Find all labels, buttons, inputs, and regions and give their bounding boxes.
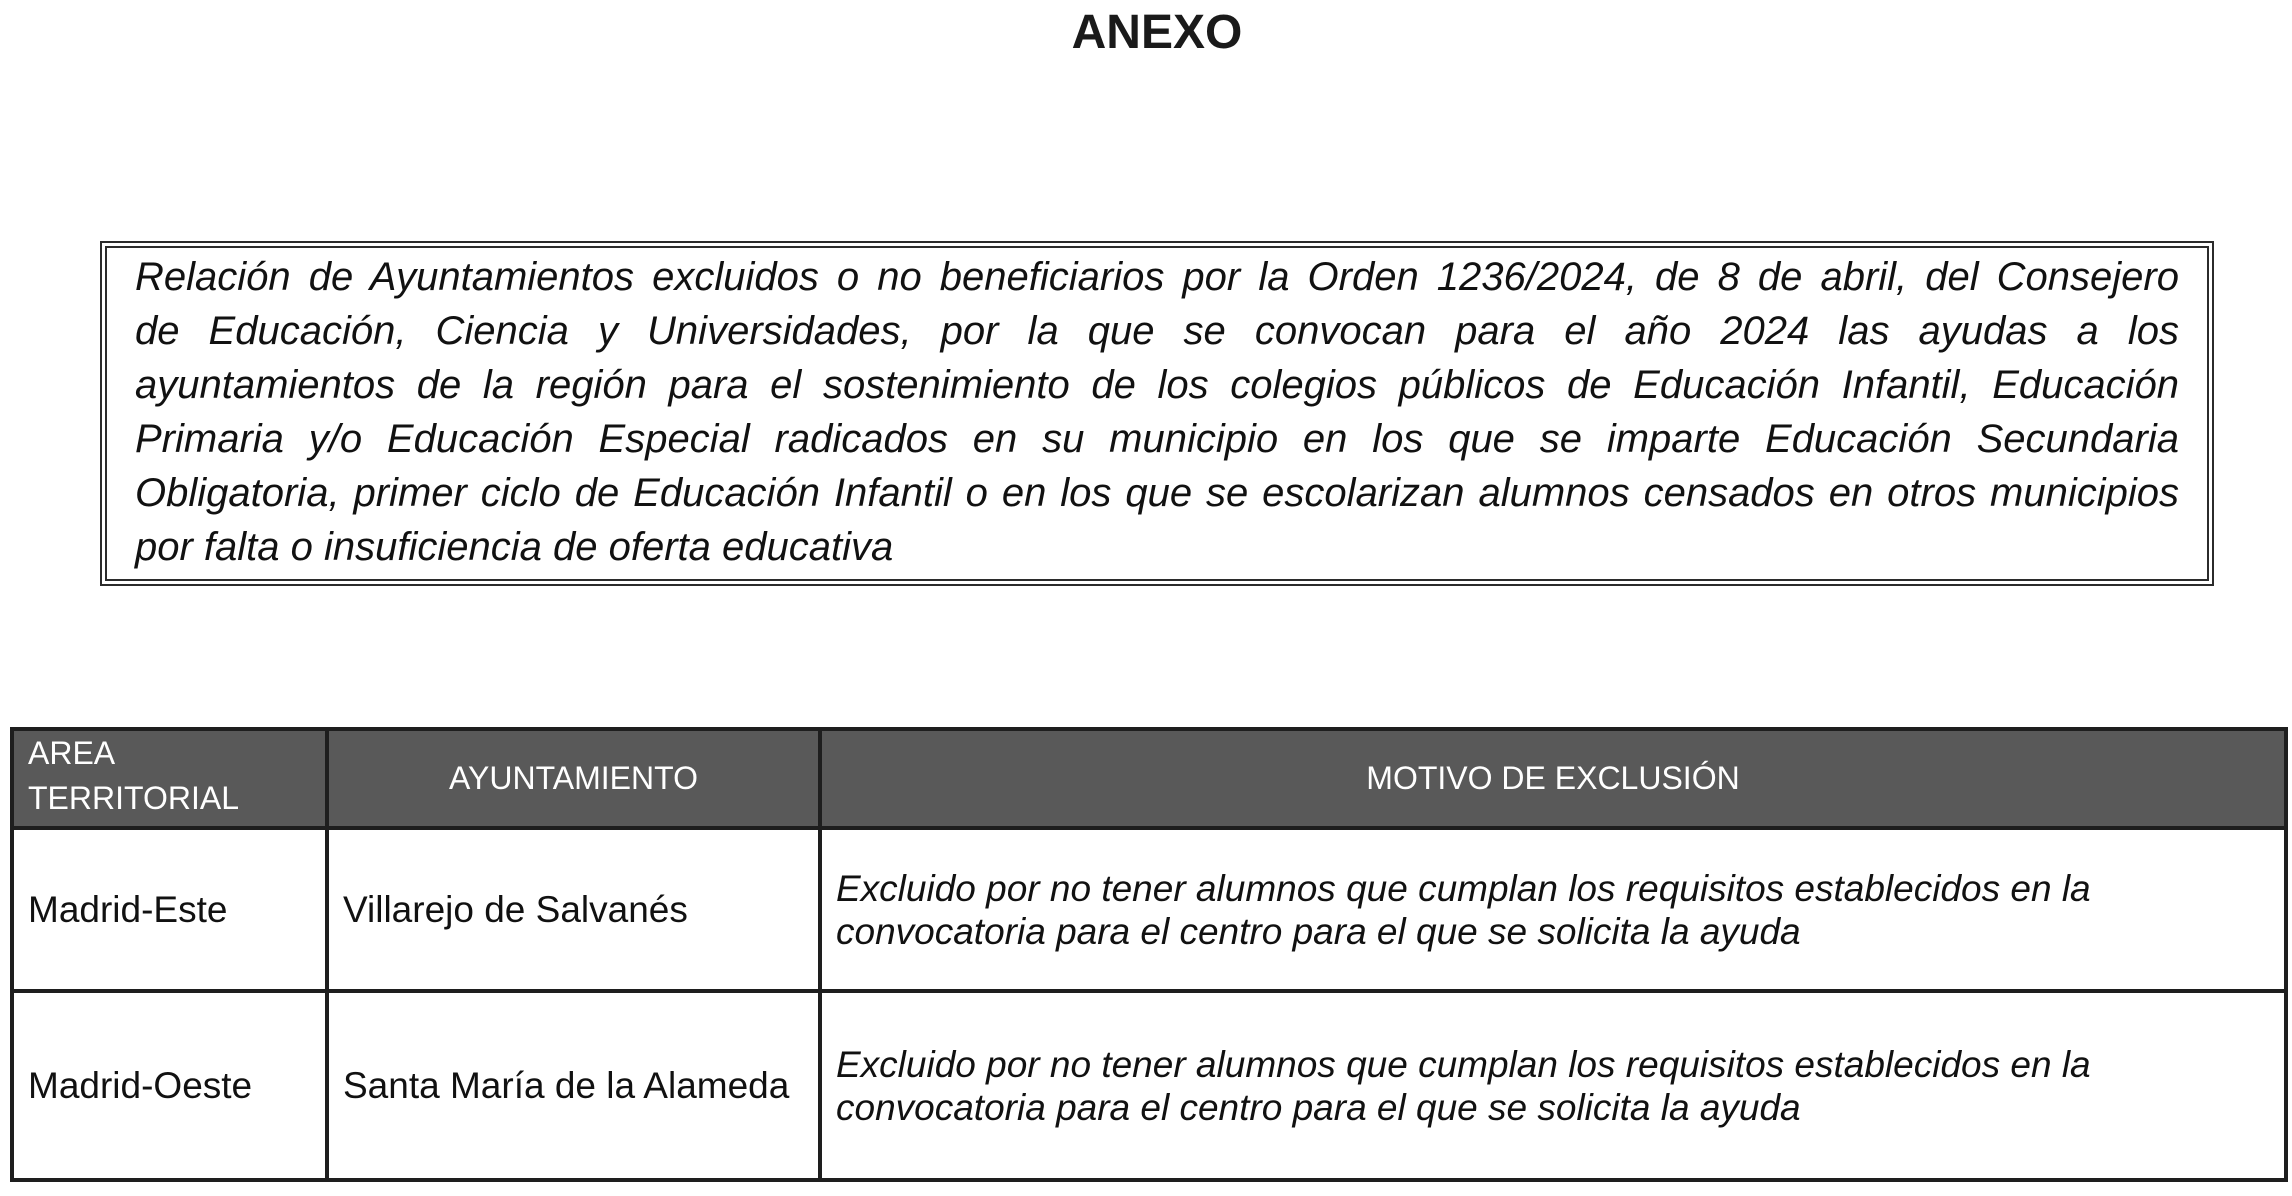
intro-line: ayuntamientos de la región para el sostenimiento de los colegios públicos de Educación Infantil, Educación — [135, 363, 2179, 407]
cell-ayuntamiento: Villarejo de Salvanés — [327, 828, 820, 991]
intro-box — [100, 241, 2214, 586]
intro-line: Obligatoria, primer ciclo de Educación Infantil o en los que se escolarizan alumnos censados en otros municipios — [135, 471, 2179, 515]
intro-line: Primaria y/o Educación Especial radicados en su municipio en los que se imparte Educación Secundaria — [135, 417, 2179, 461]
header-motivo-exclusion: MOTIVO DE EXCLUSIÓN — [820, 729, 2286, 828]
intro-line: Relación de Ayuntamientos excluidos o no beneficiarios por la Orden 1236/2024, de 8 de abril, del Consejero — [135, 255, 2179, 299]
header-ayuntamiento: AYUNTAMIENTO — [327, 729, 820, 828]
header-area-territorial — [12, 729, 327, 828]
cell-ayuntamiento: Santa María de la Alameda — [327, 991, 820, 1180]
intro-line: de Educación, Ciencia y Universidades, por la que se convocan para el año 2024 las ayudas a los — [135, 309, 2179, 353]
cell-area-territorial: Madrid-Oeste — [12, 991, 327, 1180]
header-area-territorial-label: AREA TERRITORIAL — [28, 735, 239, 816]
table-header-row — [12, 729, 2286, 828]
document-title: ANEXO — [1071, 6, 1243, 59]
cell-motivo-exclusion: Excluido por no tener alumnos que cumplan los requisitos establecidos en la convocatoria para el centro para el que se solicita la ayuda — [820, 828, 2286, 991]
table-row — [12, 828, 2286, 991]
cell-area-territorial: Madrid-Este — [12, 828, 327, 991]
table-row — [12, 991, 2286, 1180]
cell-motivo-exclusion: Excluido por no tener alumnos que cumplan los requisitos establecidos en la convocatoria para el centro para el que se solicita la ayuda — [820, 991, 2286, 1180]
exclusion-table — [10, 727, 2288, 1182]
intro-line: por falta o insuficiencia de oferta educativa — [135, 525, 894, 569]
